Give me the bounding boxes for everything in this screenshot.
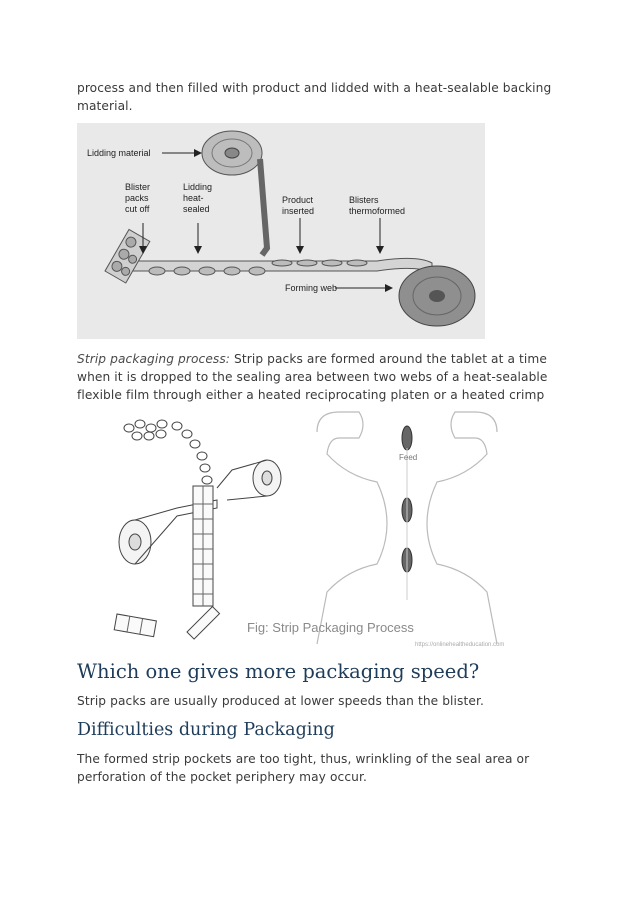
strip-packaging-diagram bbox=[77, 404, 557, 649]
blister-packaging-diagram bbox=[77, 123, 485, 339]
difficulties-paragraph: The formed strip pockets are too tight, thus, wrinkling of the seal area or perforation of the pocket periphery may occur. bbox=[77, 752, 530, 784]
heading-packaging-speed: Which one gives more packaging speed? bbox=[77, 660, 480, 683]
strip-packaging-figure bbox=[77, 404, 557, 649]
label-lidding-heat-sealed: Lidding heat- sealed bbox=[183, 182, 213, 214]
intro-paragraph: process and then filled with product and lidded with a heat-sealable backing material. bbox=[77, 81, 552, 113]
label-blister-packs-cut-off: Blister packs cut off bbox=[125, 182, 151, 214]
label-lidding-material: Lidding material bbox=[87, 148, 151, 158]
label-forming-web: Forming web bbox=[285, 283, 338, 293]
packaging-speed-paragraph: Strip packs are usually produced at lower speeds than the blister. bbox=[77, 694, 484, 708]
feed-label: Feed bbox=[399, 453, 418, 462]
figure2-caption: Fig: Strip Packaging Process bbox=[247, 620, 414, 635]
label-blisters-thermoformed: Blisters thermoformed bbox=[349, 195, 406, 216]
strip-packaging-lead: Strip packaging process: bbox=[77, 352, 231, 366]
label-product-inserted: Product inserted bbox=[282, 195, 315, 216]
heading-difficulties: Difficulties during Packaging bbox=[77, 720, 335, 740]
blister-packaging-figure bbox=[77, 123, 485, 339]
figure2-watermark: https://onlinehealtheducation.com bbox=[415, 642, 505, 648]
strip-packaging-text: Strip packs are formed around the tablet at a time when it is dropped to the sealing area between two webs of a heat-sealable flexible film through either a heated reciprocating platen or a heated crimp bbox=[77, 352, 548, 402]
